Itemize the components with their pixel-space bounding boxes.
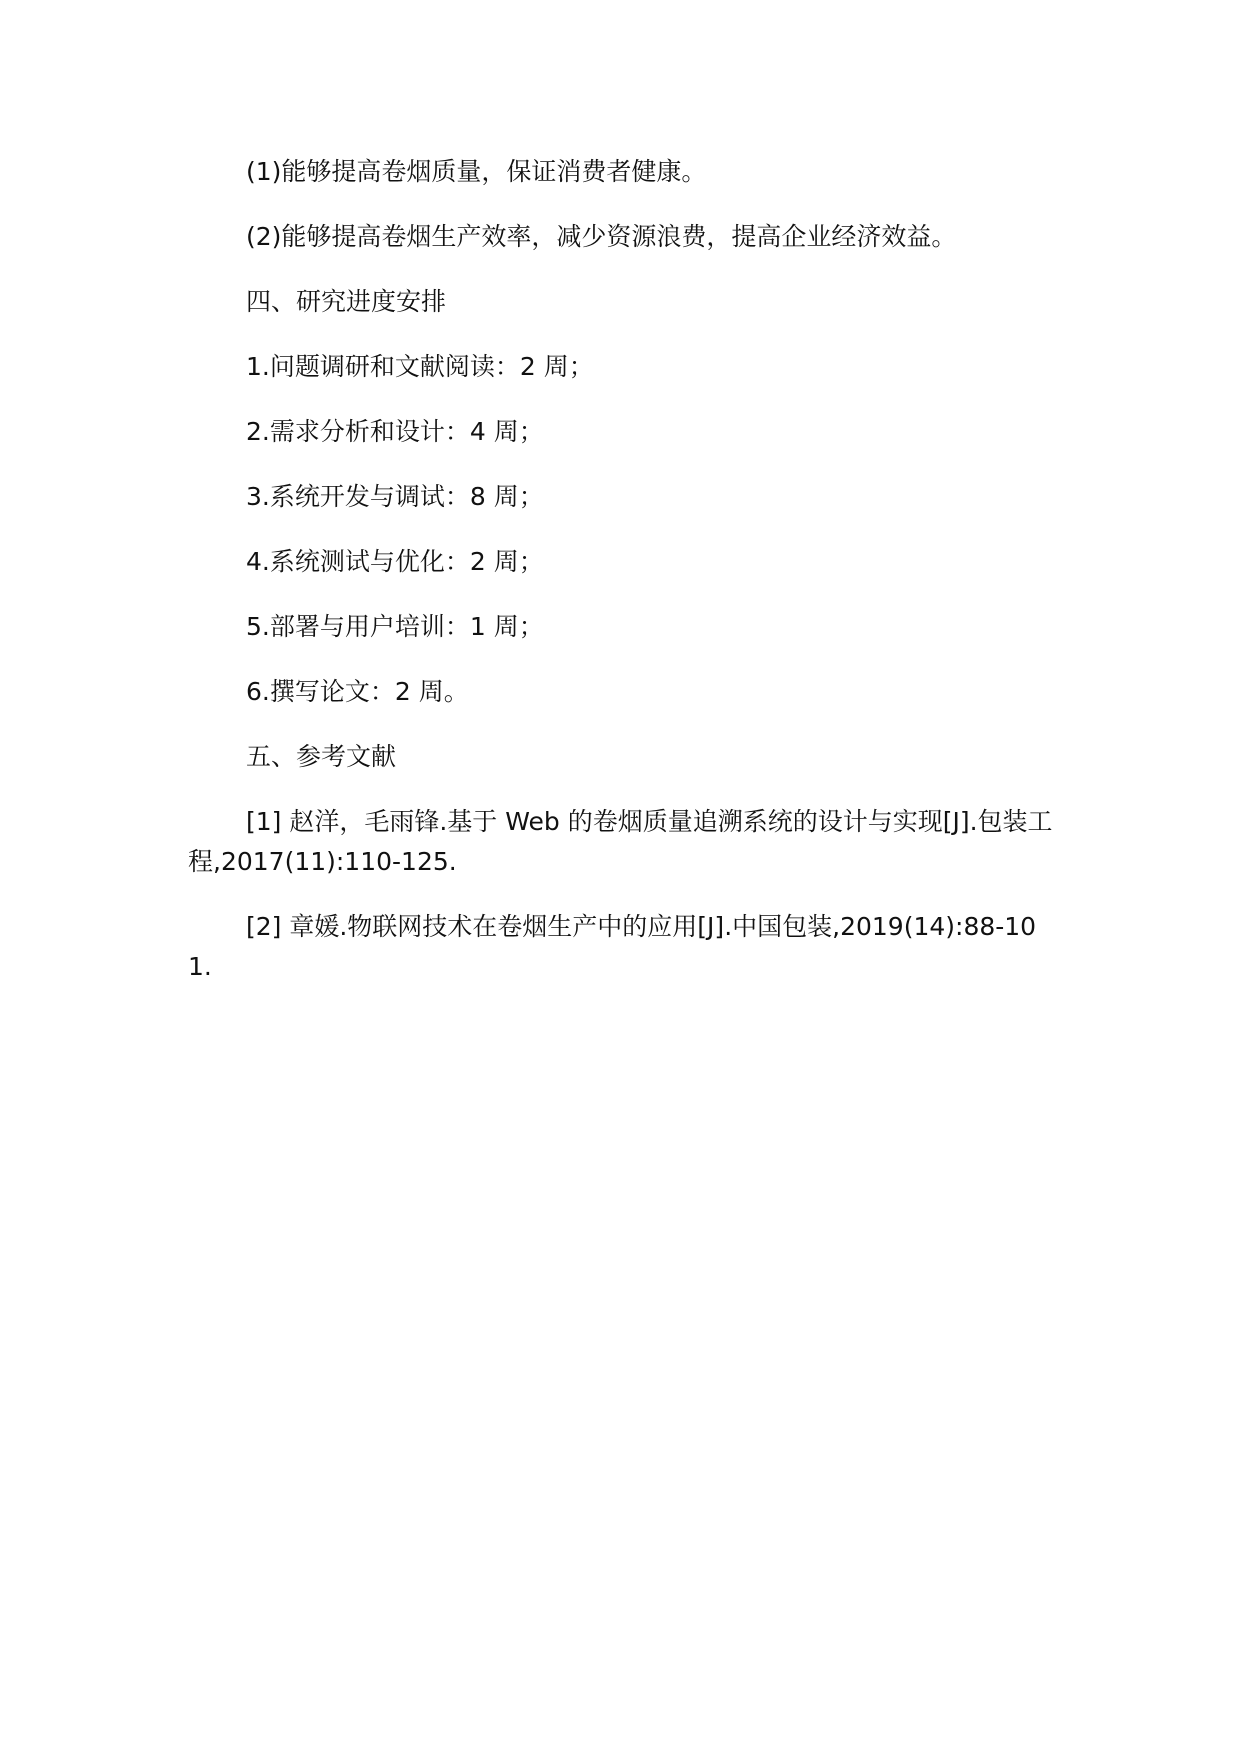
section-heading-references: 五、参考文献 (246, 742, 397, 771)
schedule-item-6: 6.撰写论文：2 周。 (246, 677, 469, 706)
reference-item-2: [2] 章媛.物联网技术在卷烟生产中的应用[J].中国包装,2019(14):88-101. (188, 912, 1037, 981)
schedule-item-3: 3.系统开发与调试：8 周； (246, 482, 544, 511)
section-heading-schedule: 四、研究进度安排 (246, 287, 447, 316)
document-body (188, 152, 1056, 1012)
schedule-item-1: 1.问题调研和文献阅读：2 周； (246, 352, 594, 381)
paragraph-benefit-2: (2)能够提高卷烟生产效率，减少资源浪费，提高企业经济效益。 (246, 222, 957, 251)
schedule-item-2: 2.需求分析和设计：4 周； (246, 417, 544, 446)
reference-item-1: [1] 赵洋，毛雨锋.基于 Web 的卷烟质量追溯系统的设计与实现[J].包装工程,2017(11):110-125. (188, 807, 1053, 876)
paragraph-benefit-1: (1)能够提高卷烟质量，保证消费者健康。 (246, 157, 707, 186)
schedule-item-5: 5.部署与用户培训：1 周； (246, 612, 544, 641)
schedule-item-4: 4.系统测试与优化：2 周； (246, 547, 544, 576)
